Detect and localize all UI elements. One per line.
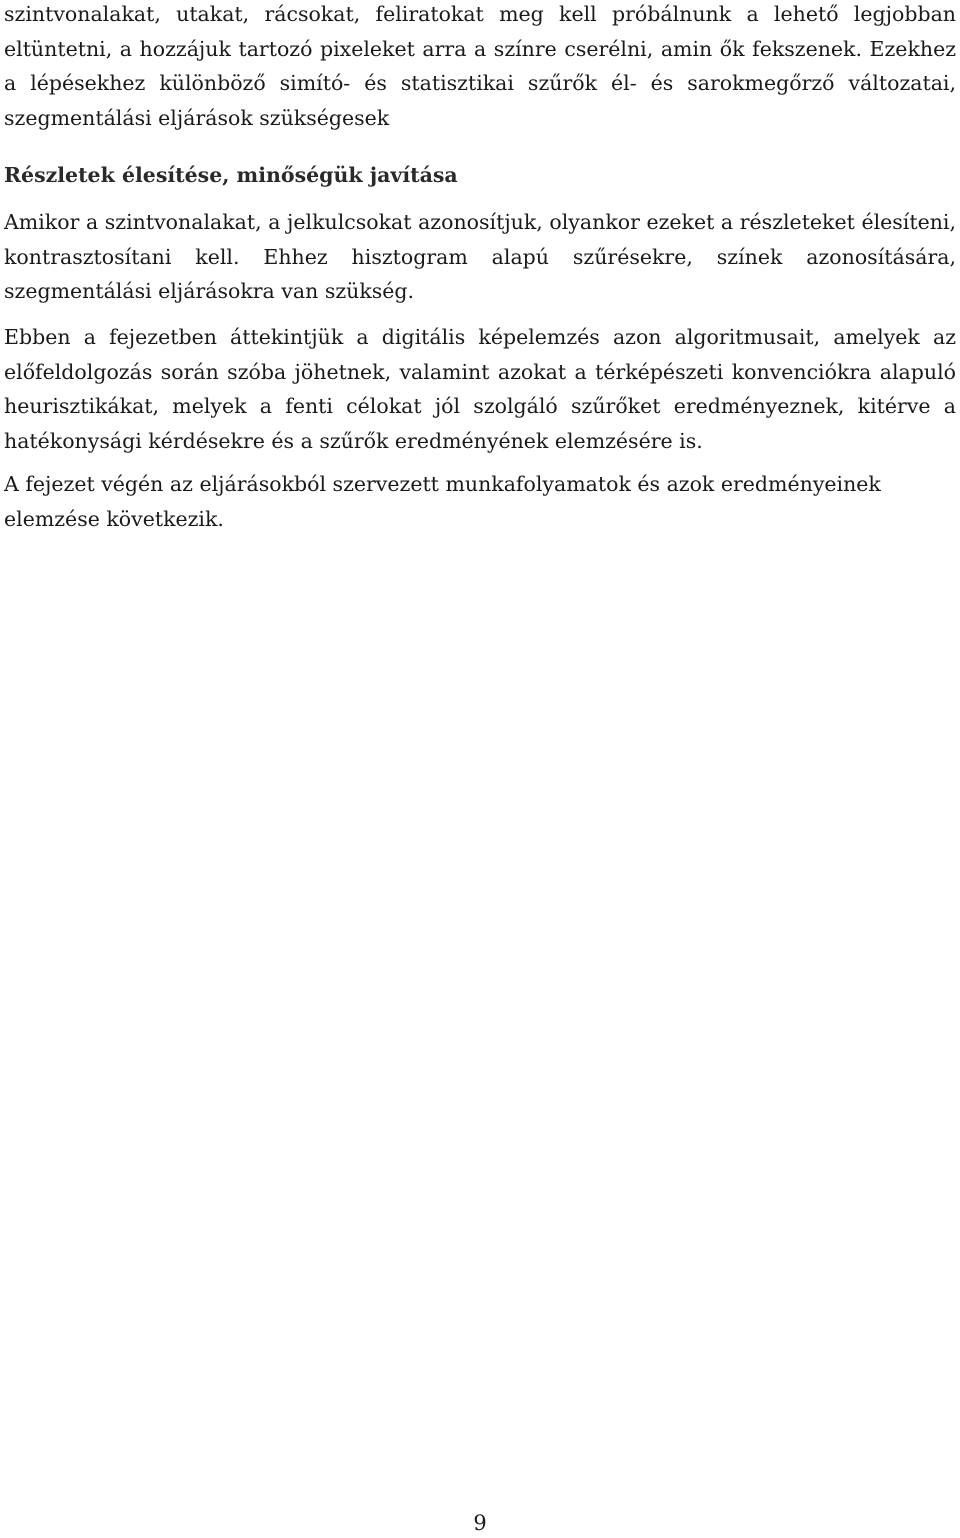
paragraph-chapter-end: A fejezet végén az eljárásokból szervezett munkafolyamatok és azok eredményeinek elemzése következik. — [4, 472, 881, 531]
paragraph-preprocessing-continued: szintvonalakat, utakat, rácsokat, feliratokat meg kell próbálnunk a lehető legjobban eltüntetni, a hozzájuk tartozó pixeleket arra a színre cserélni, amin ők fekszenek. Ezekhez a lépésekhez különböző simító- és statisztikai szűrők él- és sarokmegőrző változatai, szegmentálási eljárások szükségesek — [4, 2, 956, 130]
paragraph-sharpening: Amikor a szintvonalakat, a jelkulcsokat azonosítjuk, olyankor ezeket a részleteket élesíteni, kontrasztosítani kell. Ehhez hisztogram alapú szűrésekre, színek azonosítására, szegmentálási eljárásokra van szükség. — [4, 210, 956, 303]
paragraph-chapter-overview: Ebben a fejezetben áttekintjük a digitális képelemzés azon algoritmusait, amelyek az előfeldolgozás során szóba jöhetnek, valamint azokat a térképészeti konvenciókra alapuló heurisztikákat, melyek a fenti célokat jól szolgáló szűrőket eredményeznek, kitérve a hatékonysági kérdésekre és a szűrők eredményének elemzésére is. — [4, 325, 956, 453]
page-number: 9 — [473, 1511, 487, 1535]
section-heading: Részletek élesítése, minőségük javítása — [4, 163, 458, 187]
